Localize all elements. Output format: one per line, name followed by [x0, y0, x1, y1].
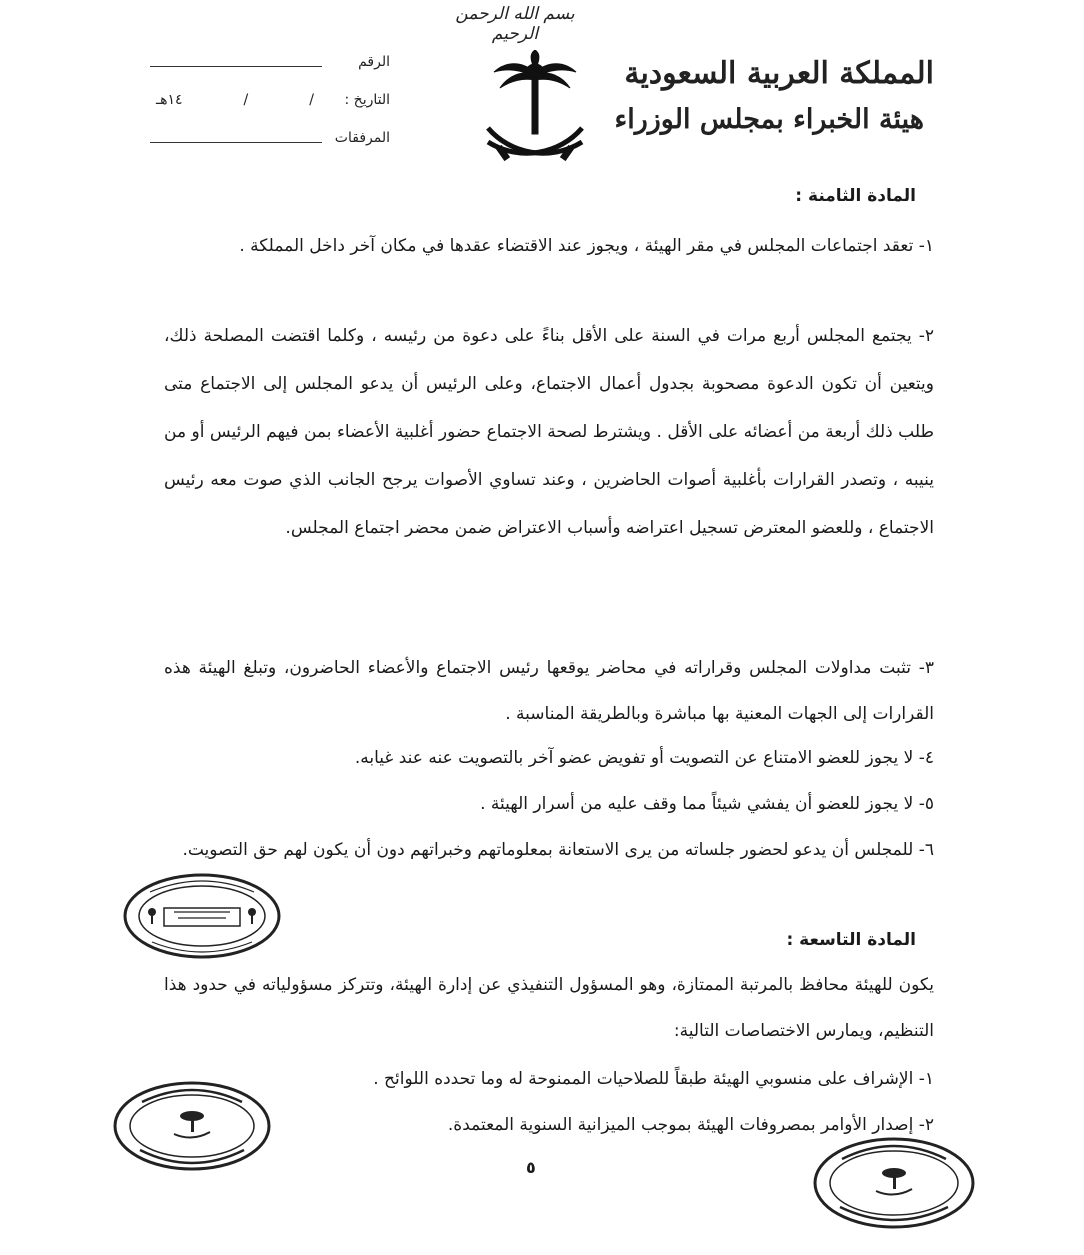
- reference-number-field: [150, 54, 390, 78]
- attachments-field: [150, 130, 390, 154]
- palm-swords-emblem-icon: [480, 50, 590, 180]
- experts-authority-stamp-icon: [812, 1135, 977, 1230]
- authority-title: هيئة الخبراء بمجلس الوزراء: [614, 104, 924, 135]
- date-separator: /: [243, 92, 249, 108]
- date-separator: /: [309, 92, 314, 108]
- copy-certified-stamp-icon: [122, 872, 282, 960]
- article-8-item-4: ٤- لا يجوز للعضو الامتناع عن التصويت أو تفويض عضو آخر بالتصويت عنه عند غيابه.: [354, 748, 934, 768]
- article-8-heading: المادة الثامنة :: [795, 186, 916, 206]
- page-number: ٥: [526, 1158, 536, 1177]
- article-9-item-1: ١- الإشراف على منسوبي الهيئة طبقاً للصلاحيات الممنوحة له وما تحدده اللوائح .: [373, 1069, 934, 1089]
- reference-line: [150, 66, 322, 67]
- reference-label: الرقم: [358, 54, 390, 70]
- article-8-item-5: ٥- لا يجوز للعضو أن يفشي شيئاً مما وقف عليه من أسرار الهيئة .: [480, 794, 934, 814]
- article-8-item-2: ٢- يجتمع المجلس أربع مرات في السنة على الأقل بناءً على دعوة من رئيسه ، وكلما اقتضت المصلحة ذلك، ويتعين أن تكون الدعوة مصحوبة بجدول أعمال الاجتماع، وعلى الرئيس أن يدعو المجلس إلى الاجتماع متى طلب ذلك أربعة من أعضائه على الأقل . ويشترط لصحة الاجتماع حضور أغلبية الأعضاء بمن فيهم الرئيس أو من ينيبه ، وتصدر القرارات بأغلبية أصوات الحاضرين ، وعند تساوي الأصوات يرجح الجانب الذي صوت معه رئيس الاجتماع ، وللعضو المعترض تسجيل اعتراضه وأسباب الاعتراض ضمن محضر اجتماع المجلس.: [164, 326, 934, 538]
- article-8-item-6: ٦- للمجلس أن يدعو لحضور جلساته من يرى الاستعانة بمعلوماتهم وخبراتهم دون أن يكون لهم حق التصويت.: [182, 840, 934, 860]
- basmala: بسم الله الرحمن الرحيم: [455, 4, 575, 44]
- article-9-intro: يكون للهيئة محافظ بالمرتبة الممتازة، وهو المسؤول التنفيذي عن إدارة الهيئة، وتتركز مسؤولياته في حدود هذا التنظيم، ويمارس الاختصاصات التالية:: [164, 975, 934, 1041]
- article-9-heading: المادة التاسعة :: [786, 930, 916, 950]
- article-8-item-1: ١- تعقد اجتماعات المجلس في مقر الهيئة ، ويجوز عند الاقتضاء عقدها في مكان آخر داخل المملكة .: [239, 236, 934, 256]
- kingdom-title: المملكة العربية السعودية: [624, 56, 934, 91]
- date-label: التاريخ :: [344, 92, 390, 108]
- attachments-label: المرفقات: [334, 130, 390, 146]
- attachments-line: [150, 142, 322, 143]
- date-placeholder: [150, 92, 320, 108]
- date-suffix: ١٤هـ: [156, 92, 183, 108]
- article-8-item-3: ٣- تثبت مداولات المجلس وقراراته في محاضر يوقعها رئيس الاجتماع والأعضاء الحاضرون، وتبلغ الهيئة هذه القرارات إلى الجهات المعنية بها مباشرة وبالطريقة المناسبة .: [164, 658, 934, 724]
- article-9-item-2: ٢- إصدار الأوامر بمصروفات الهيئة بموجب الميزانية السنوية المعتمدة.: [447, 1115, 934, 1135]
- date-field: [150, 92, 390, 116]
- secretariat-stamp-icon: [112, 1080, 272, 1172]
